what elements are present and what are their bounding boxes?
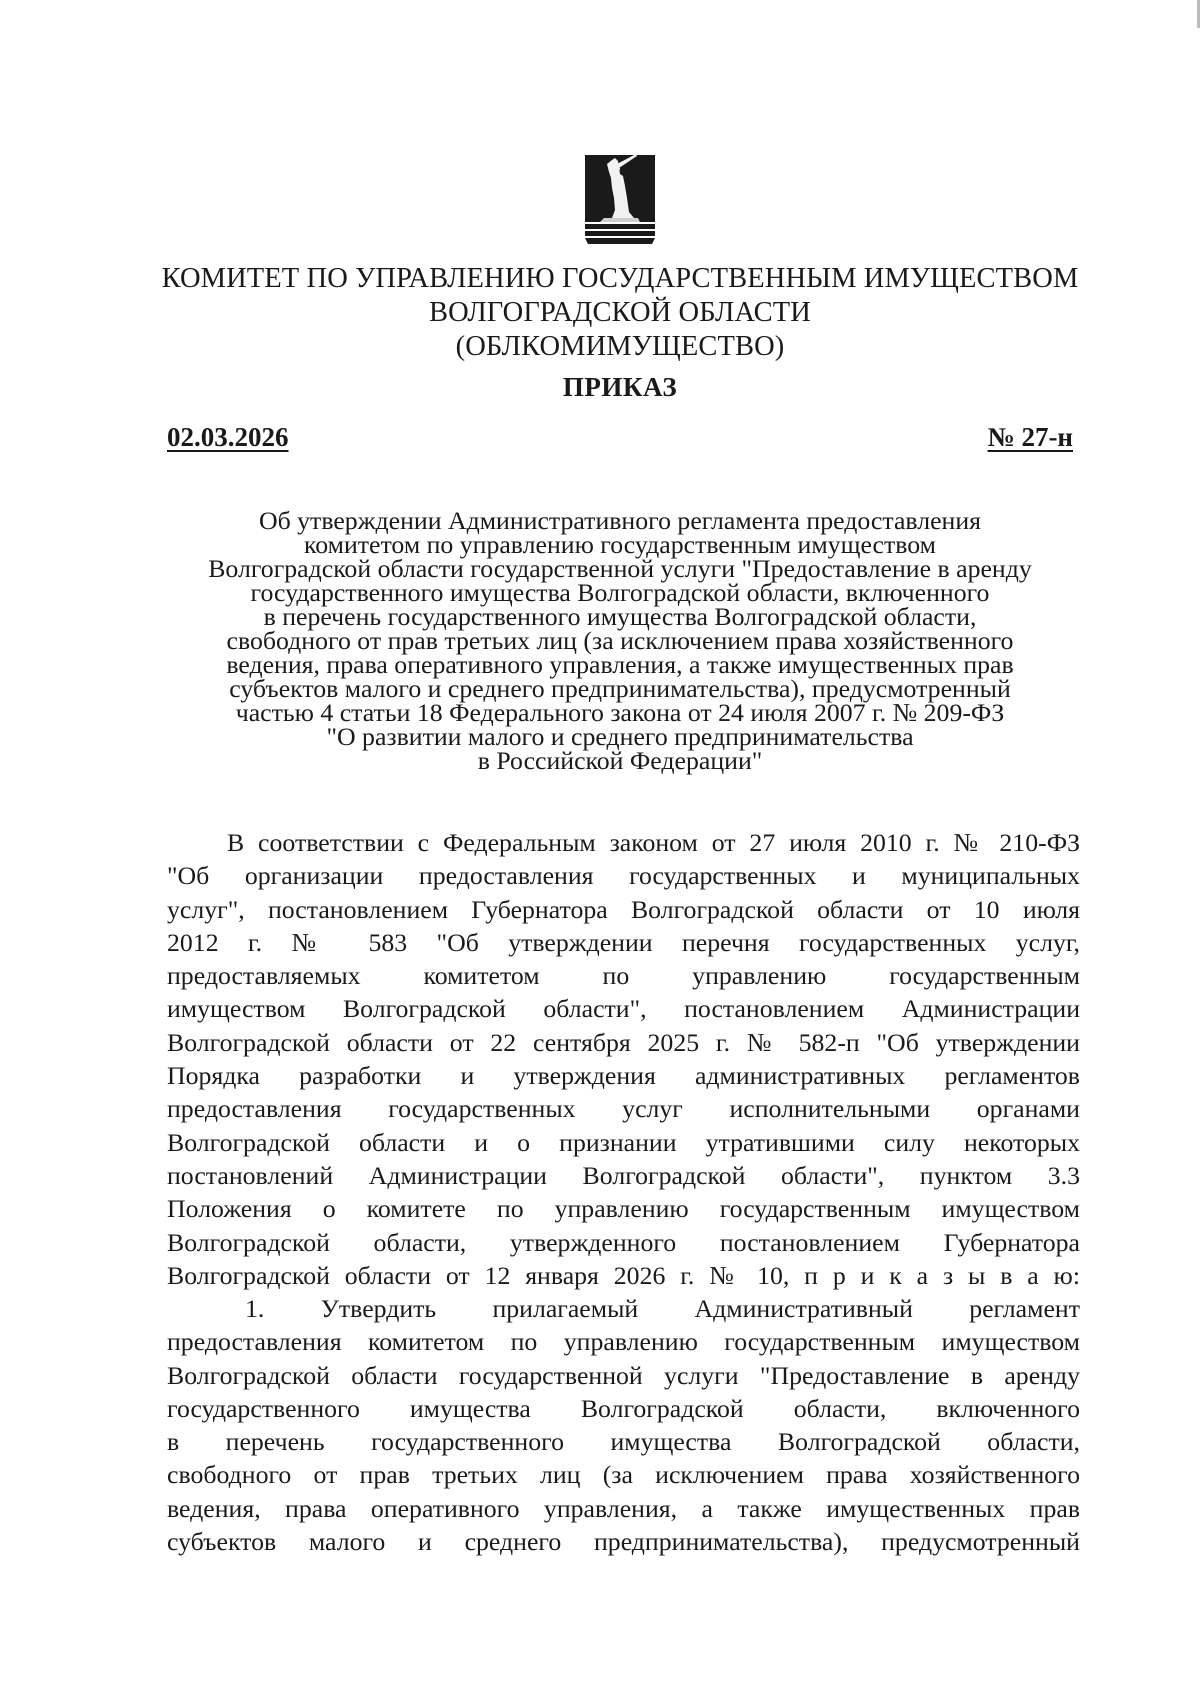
- paragraph-line: свободного от прав третьих лиц (за исключением права хозяйственного: [167, 1460, 1080, 1490]
- document-number: № 27-н: [987, 422, 1073, 452]
- committee-name-line2: ВОЛГОГРАДСКОЙ ОБЛАСТИ: [429, 297, 811, 328]
- paragraph-line: в перечень государственного имущества Волгоградской области,: [167, 1427, 1080, 1457]
- title-line: Волгоградской области государственной услуги "Предоставление в аренду: [208, 554, 1032, 583]
- paragraph-line: Волгоградской области, утвержденного постановлением Губернатора: [167, 1227, 1080, 1257]
- paragraph-line: Положения о комитете по управлению государственным имуществом: [167, 1194, 1080, 1224]
- title-line: в Российской Федерации": [477, 746, 763, 775]
- title-line: свободного от прав третьих лиц (за исключением права хозяйственного: [226, 626, 1014, 655]
- committee-name-line1: КОМИТЕТ ПО УПРАВЛЕНИЮ ГОСУДАРСТВЕННЫМ ИМУЩЕСТВОМ: [161, 263, 1079, 294]
- document-type-heading: ПРИКАЗ: [562, 372, 678, 402]
- paragraph-line: ведения, права оперативного управления, а также имущественных прав: [167, 1493, 1080, 1523]
- document-title: [140, 506, 1100, 775]
- paragraph-line: В соответствии с Федеральным законом от 27 июля 2010 г. № 210-ФЗ: [227, 828, 1080, 857]
- item-1-paragraph: [167, 1292, 1080, 1558]
- title-line: частью 4 статьи 18 Федерального закона от 24 июля 2007 г. № 209-ФЗ: [235, 698, 1005, 727]
- paragraph-line: услуг", постановлением Губернатора Волгоградской области от 10 июля: [167, 894, 1080, 924]
- document-date: 02.03.2026: [167, 422, 289, 452]
- paragraph-line: 2012 г. № 583 "Об утверждении перечня государственных услуг,: [167, 927, 1080, 957]
- paragraph-line: субъектов малого и среднего предпринимательства), предусмотренный: [167, 1527, 1080, 1557]
- paragraph-line: Порядка разработки и утверждения административных регламентов: [167, 1061, 1080, 1091]
- paragraph-line: Волгоградской области от 12 января 2026 г. № 10, п р и к а з ы в а ю:: [167, 1260, 1080, 1290]
- title-line: Об утверждении Административного регламента предоставления: [258, 506, 982, 535]
- title-line: в перечень государственного имущества Волгоградской области,: [263, 602, 977, 631]
- title-line: государственного имущества Волгоградской области, включенного: [250, 578, 990, 607]
- paragraph-line: Волгоградской области и о признании утратившими силу некоторых: [167, 1127, 1080, 1157]
- paragraph-line: предоставляемых комитетом по управлению государственным: [167, 961, 1080, 991]
- paragraph-line: предоставления государственных услуг исполнительными органами: [167, 1094, 1080, 1124]
- title-line: комитетом по управлению государственным имуществом: [304, 530, 936, 559]
- paragraph-line: Волгоградской области от 22 сентября 2025 г. № 582-п "Об утверждении: [167, 1027, 1080, 1057]
- paragraph-line: имуществом Волгоградской области", постановлением Администрации: [167, 994, 1080, 1024]
- coat-of-arms-emblem: [582, 152, 658, 246]
- title-line: ведения, права оперативного управления, а также имущественных прав: [226, 650, 1014, 679]
- paragraph-line: постановлений Администрации Волгоградской области", пунктом 3.3: [167, 1160, 1080, 1190]
- title-line: субъектов малого и среднего предпринимательства), предусмотренный: [229, 674, 1011, 703]
- paragraph-line: "Об организации предоставления государственных и муниципальных: [167, 861, 1080, 891]
- committee-short-name: (ОБЛКОМИМУЩЕСТВО): [455, 331, 785, 362]
- preamble-paragraph: [167, 826, 1080, 1292]
- paragraph-line: предоставления комитетом по управлению государственным имуществом: [167, 1327, 1080, 1357]
- paragraph-line: Волгоградской области государственной услуги "Предоставление в аренду: [167, 1360, 1080, 1390]
- title-line: "О развитии малого и среднего предпринимательства: [326, 722, 914, 751]
- paragraph-line: 1. Утвердить прилагаемый Административный регламент: [245, 1294, 1080, 1323]
- paragraph-line: государственного имущества Волгоградской области, включенного: [167, 1393, 1080, 1423]
